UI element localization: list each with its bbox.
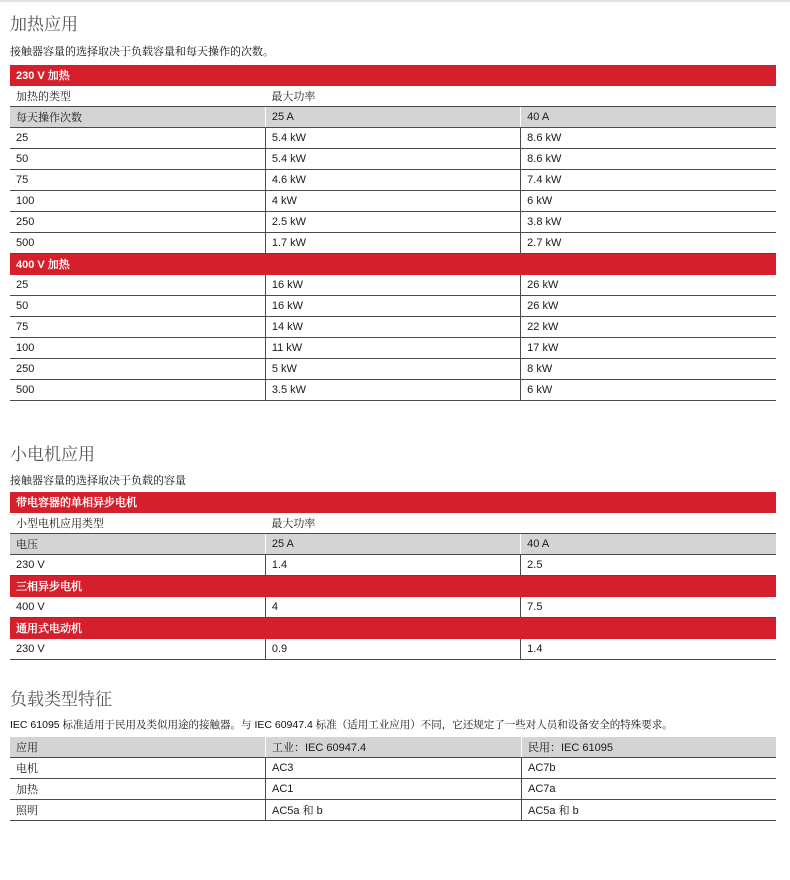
subheader-row (10, 737, 776, 758)
voltage-label: 电压 (10, 534, 265, 555)
ops-cell: 500 (10, 233, 265, 254)
heating-table (10, 65, 776, 401)
band-400v-heating (10, 254, 776, 275)
subheader-row (10, 534, 776, 555)
band-230v-heating (10, 65, 776, 86)
power-25a-cell: 4 kW (265, 191, 520, 212)
residential-standard-label: 民用：IEC 61095 (522, 737, 777, 758)
ops-per-day-label: 每天操作次数 (10, 107, 265, 128)
application-cell: 电机 (10, 758, 266, 779)
band-label: 通用式电动机 (10, 618, 776, 639)
table-row (10, 338, 776, 359)
power-40a-cell: 3.8 kW (521, 212, 776, 233)
table-row (10, 317, 776, 338)
top-divider (0, 0, 790, 2)
power-40a-cell: 7.5 (521, 597, 776, 618)
rows-400v (10, 275, 776, 401)
heating-type-label: 加热的类型 (10, 86, 265, 107)
band-label: 400 V 加热 (10, 254, 776, 275)
table-row (10, 170, 776, 191)
rows-230v (10, 128, 776, 254)
residential-cell: AC5a 和 b (522, 800, 777, 821)
table-row (10, 555, 776, 576)
ops-cell: 100 (10, 338, 265, 359)
header-row (10, 513, 776, 534)
power-40a-cell: 8.6 kW (521, 128, 776, 149)
table-row (10, 149, 776, 170)
residential-cell: AC7a (522, 779, 777, 800)
subheader-row (10, 107, 776, 128)
ops-cell: 500 (10, 380, 265, 401)
power-25a-cell: 16 kW (265, 275, 520, 296)
max-power-label: 最大功率 (265, 86, 776, 107)
ops-cell: 250 (10, 359, 265, 380)
voltage-cell: 230 V (10, 639, 265, 660)
power-40a-cell: 26 kW (521, 275, 776, 296)
table-row (10, 758, 776, 779)
band-label: 带电容器的单相异步电机 (10, 492, 776, 513)
voltage-cell: 230 V (10, 555, 265, 576)
table-row (10, 380, 776, 401)
power-40a-cell: 6 kW (521, 380, 776, 401)
table-row (10, 128, 776, 149)
power-25a-cell: 5.4 kW (265, 128, 520, 149)
heating-description: 接触器容量的选择取决于负载容量和每天操作的次数。 (10, 46, 274, 58)
max-power-label: 最大功率 (265, 513, 776, 534)
header-row (10, 86, 776, 107)
table-row (10, 779, 776, 800)
power-25a-cell: 5.4 kW (265, 149, 520, 170)
power-40a-cell: 1.4 (521, 639, 776, 660)
col-25a-label: 25 A (265, 107, 520, 128)
band-universal-motor (10, 618, 776, 639)
load-type-title: 负载类型特征 (10, 690, 112, 709)
application-label: 应用 (10, 737, 266, 758)
table-row (10, 597, 776, 618)
table-row (10, 233, 776, 254)
ops-cell: 50 (10, 149, 265, 170)
ops-cell: 25 (10, 275, 265, 296)
power-25a-cell: 14 kW (265, 317, 520, 338)
motor-table (10, 492, 776, 660)
heating-title: 加热应用 (10, 15, 78, 34)
application-cell: 照明 (10, 800, 266, 821)
band-single-phase (10, 492, 776, 513)
power-25a-cell: 4.6 kW (265, 170, 520, 191)
ops-cell: 75 (10, 170, 265, 191)
ops-cell: 250 (10, 212, 265, 233)
table-row (10, 800, 776, 821)
power-25a-cell: 1.7 kW (265, 233, 520, 254)
power-25a-cell: 2.5 kW (265, 212, 520, 233)
ops-cell: 75 (10, 317, 265, 338)
band-label: 三相异步电机 (10, 576, 776, 597)
motor-type-label: 小型电机应用类型 (10, 513, 265, 534)
power-40a-cell: 2.5 (521, 555, 776, 576)
col-40a-label: 40 A (521, 534, 776, 555)
ops-cell: 50 (10, 296, 265, 317)
residential-cell: AC7b (522, 758, 777, 779)
ops-cell: 100 (10, 191, 265, 212)
table-row (10, 275, 776, 296)
power-40a-cell: 8 kW (521, 359, 776, 380)
power-40a-cell: 8.6 kW (521, 149, 776, 170)
power-25a-cell: 11 kW (265, 338, 520, 359)
industrial-cell: AC3 (266, 758, 522, 779)
power-40a-cell: 26 kW (521, 296, 776, 317)
load-type-description: IEC 61095 标准适用于民用及类似用途的接触器。与 IEC 60947.4 标准（适用工业应用）不同，它还规定了一些对人员和设备安全的特殊要求。 (10, 719, 673, 731)
band-three-phase (10, 576, 776, 597)
power-40a-cell: 6 kW (521, 191, 776, 212)
industrial-cell: AC5a 和 b (266, 800, 522, 821)
band-label: 230 V 加热 (10, 65, 776, 86)
table-row (10, 191, 776, 212)
industrial-standard-label: 工业：IEC 60947.4 (266, 737, 522, 758)
power-25a-cell: 1.4 (265, 555, 520, 576)
application-cell: 加热 (10, 779, 266, 800)
load-type-table (10, 737, 776, 821)
col-25a-label: 25 A (265, 534, 520, 555)
power-25a-cell: 0.9 (265, 639, 520, 660)
ops-cell: 25 (10, 128, 265, 149)
motor-description: 接触器容量的选择取决于负载的容量 (10, 475, 186, 487)
motor-title: 小电机应用 (10, 445, 95, 464)
power-25a-cell: 5 kW (265, 359, 520, 380)
power-25a-cell: 4 (265, 597, 520, 618)
table-row (10, 639, 776, 660)
table-row (10, 296, 776, 317)
table-row (10, 212, 776, 233)
power-40a-cell: 17 kW (521, 338, 776, 359)
voltage-cell: 400 V (10, 597, 265, 618)
col-40a-label: 40 A (521, 107, 776, 128)
industrial-cell: AC1 (266, 779, 522, 800)
power-25a-cell: 16 kW (265, 296, 520, 317)
table-row (10, 359, 776, 380)
power-40a-cell: 2.7 kW (521, 233, 776, 254)
power-40a-cell: 7.4 kW (521, 170, 776, 191)
power-25a-cell: 3.5 kW (265, 380, 520, 401)
power-40a-cell: 22 kW (521, 317, 776, 338)
